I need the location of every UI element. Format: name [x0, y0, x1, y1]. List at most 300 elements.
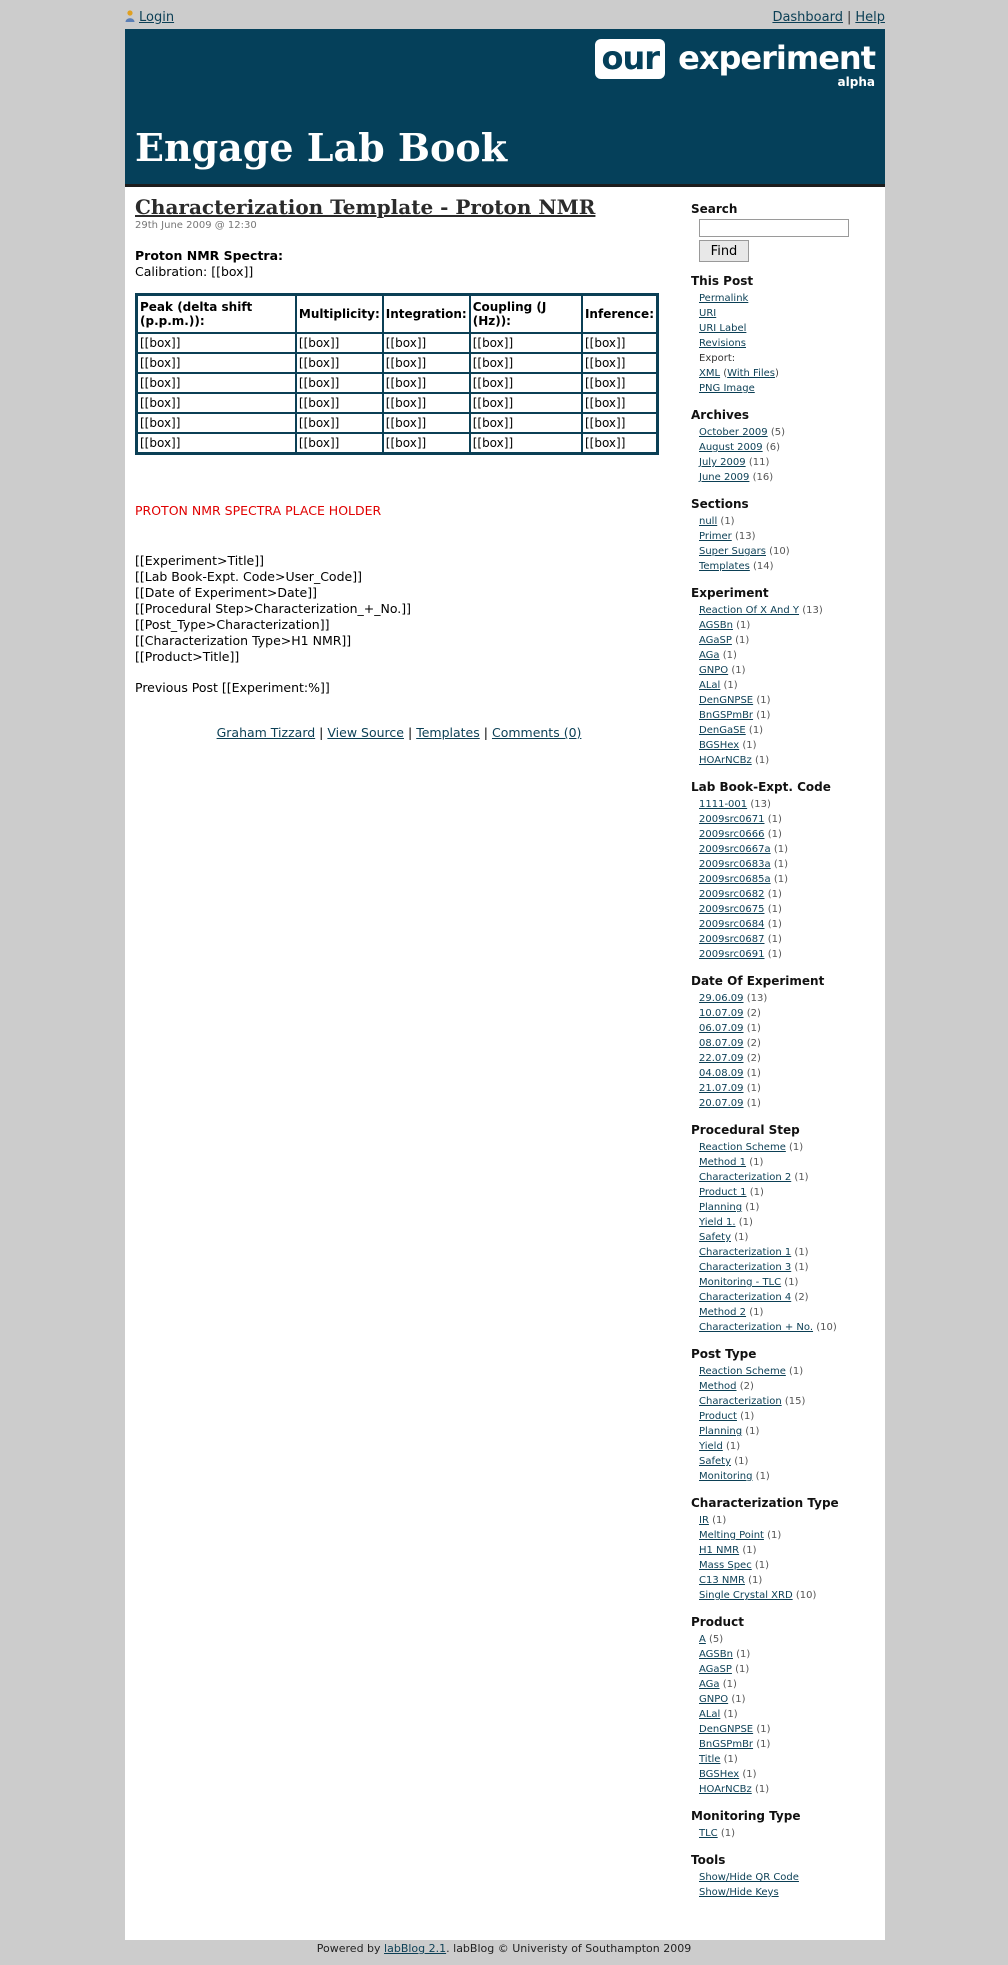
- xml-export-link[interactable]: XML: [699, 368, 721, 379]
- sidebar-section-heading: Sections: [691, 497, 749, 511]
- tag-line: [[Experiment>Title]]: [135, 553, 264, 568]
- list-item: [699, 1081, 881, 1096]
- list-item: [699, 1782, 881, 1797]
- table-cell: [[box]]: [296, 333, 383, 353]
- sidebar-link[interactable]: Single Crystal XRD: [699, 1590, 793, 1601]
- table-cell: [[box]]: [582, 373, 657, 393]
- sidebar-link[interactable]: 21.07.09: [699, 1083, 744, 1094]
- author-link[interactable]: Graham Tizzard: [216, 725, 316, 740]
- item-count: (1): [740, 1411, 755, 1422]
- list-item: [699, 529, 881, 544]
- sidebar-link[interactable]: AGa: [699, 1679, 720, 1690]
- table-cell: [[box]]: [383, 393, 470, 413]
- table-row: [137, 333, 657, 353]
- sidebar-link[interactable]: Characterization 1: [699, 1247, 792, 1258]
- sidebar-section-heading: Lab Book-Expt. Code: [691, 780, 831, 794]
- sidebar-link[interactable]: HOArNCBz: [699, 1784, 752, 1795]
- sidebar-link[interactable]: 08.07.09: [699, 1038, 744, 1049]
- list-item: [699, 1364, 881, 1379]
- list-item: [699, 603, 881, 618]
- sidebar-link[interactable]: null: [699, 516, 718, 527]
- item-count: (1): [794, 1172, 809, 1183]
- sidebar-link[interactable]: Characterization 4: [699, 1292, 792, 1303]
- sidebar-link[interactable]: GNPO: [699, 1694, 729, 1705]
- table-cell: [[box]]: [582, 433, 657, 453]
- item-count: (13): [734, 531, 756, 542]
- sidebar-link[interactable]: Reaction Scheme: [699, 1366, 786, 1377]
- item-count: (2): [746, 1008, 761, 1019]
- item-count: (1): [773, 874, 788, 885]
- list-item: [699, 1006, 881, 1021]
- list-item: [699, 514, 881, 529]
- spectra-heading: Proton NMR Spectra:: [135, 248, 284, 263]
- sidebar: [691, 202, 881, 1912]
- sidebar-link[interactable]: A: [699, 1634, 706, 1645]
- item-count: (11): [748, 457, 770, 468]
- list-item: [699, 1647, 881, 1662]
- item-count: (13): [750, 799, 771, 810]
- sidebar-section: [691, 1809, 881, 1841]
- item-count: (1): [746, 1098, 761, 1109]
- list-item: [699, 425, 881, 440]
- sidebar-link[interactable]: Primer: [699, 531, 732, 542]
- logo-experiment: experiment: [678, 39, 875, 77]
- item-count: (1): [731, 1694, 746, 1705]
- png-image-link[interactable]: PNG Image: [699, 383, 755, 394]
- post-date: 29th June 2009 @ 12:30: [135, 220, 257, 231]
- list-item: [699, 1260, 881, 1275]
- dashboard-link[interactable]: Dashboard: [772, 10, 843, 25]
- sidebar-section: [691, 497, 881, 574]
- table-cell: [[box]]: [137, 333, 296, 353]
- table-cell: [[box]]: [296, 393, 383, 413]
- sidebar-link[interactable]: 04.08.09: [699, 1068, 744, 1079]
- list-item: [699, 336, 881, 351]
- sidebar-link[interactable]: 2009src0667a: [699, 844, 771, 855]
- sidebar-link[interactable]: Method 1: [699, 1157, 747, 1168]
- item-count: (1): [749, 1187, 764, 1198]
- page-body: [125, 187, 885, 1940]
- sidebar-section-heading: Experiment: [691, 586, 769, 600]
- list-item: [699, 1588, 881, 1603]
- list-item: [699, 1677, 881, 1692]
- item-count: (1): [742, 1545, 757, 1556]
- sidebar-link[interactable]: Method 2: [699, 1307, 747, 1318]
- item-count: (10): [769, 546, 790, 557]
- find-button[interactable]: Find: [699, 240, 749, 262]
- list-item: [699, 618, 881, 633]
- item-count: (1): [745, 1426, 760, 1437]
- table-cell: [[box]]: [383, 333, 470, 353]
- revisions-link[interactable]: Revisions: [699, 338, 747, 349]
- sidebar-section-heading: Procedural Step: [691, 1123, 800, 1137]
- column-header: Coupling (J (Hz)):: [470, 295, 582, 333]
- list-item: [699, 1752, 881, 1767]
- top-links: [772, 10, 885, 25]
- list-item: [699, 1573, 881, 1588]
- sidebar-link[interactable]: C13 NMR: [699, 1575, 745, 1586]
- sidebar-section: [691, 586, 881, 768]
- list-item: [699, 1215, 881, 1230]
- list-item: [699, 321, 881, 336]
- uri-label-link[interactable]: URI Label: [699, 323, 747, 334]
- sidebar-section: [691, 780, 881, 962]
- item-count: (1): [767, 1530, 782, 1541]
- list-item: [699, 663, 881, 678]
- item-count: (2): [739, 1381, 754, 1392]
- sidebar-link[interactable]: Templates: [699, 561, 750, 572]
- site-header: [125, 29, 885, 187]
- sidebar-link[interactable]: Monitoring: [699, 1471, 753, 1482]
- list-item: [699, 917, 881, 932]
- sidebar-link[interactable]: 2009src0682: [699, 889, 765, 900]
- list-item: [699, 1692, 881, 1707]
- list-item: [699, 1036, 881, 1051]
- sidebar-link[interactable]: DenGNPSE: [699, 1724, 754, 1735]
- sidebar-link[interactable]: Safety: [699, 1232, 731, 1243]
- powered-by-text: Powered by: [316, 1942, 381, 1955]
- table-cell: [[box]]: [137, 413, 296, 433]
- table-cell: [[box]]: [582, 333, 657, 353]
- list-item: [699, 1870, 881, 1885]
- sidebar-link[interactable]: ALal: [699, 1709, 721, 1720]
- sidebar-list: [691, 991, 881, 1111]
- sidebar-link[interactable]: 10.07.09: [699, 1008, 744, 1019]
- item-count: (1): [754, 755, 770, 766]
- list-item: [699, 1200, 881, 1215]
- item-count: (16): [752, 472, 774, 483]
- sidebar-link[interactable]: August 2009: [699, 442, 763, 453]
- list-item: [699, 693, 881, 708]
- list-item: [699, 1543, 881, 1558]
- list-item: [699, 1513, 881, 1528]
- sidebar-link[interactable]: IR: [699, 1515, 709, 1526]
- login-link[interactable]: Login: [139, 10, 175, 25]
- list-item: [699, 351, 881, 366]
- sidebar-link[interactable]: Title: [699, 1754, 721, 1765]
- table-row: [137, 413, 657, 433]
- item-count: (1): [738, 1217, 753, 1228]
- column-header: Peak (delta shift (p.p.m.)):: [137, 295, 296, 333]
- post-footer-links: [135, 725, 663, 740]
- item-count: (1): [767, 904, 782, 915]
- sidebar-list: [691, 425, 881, 485]
- list-item: [699, 1140, 881, 1155]
- separator: |: [319, 725, 324, 740]
- item-count: (1): [773, 844, 788, 855]
- item-count: (1): [735, 635, 750, 646]
- sidebar-link[interactable]: AGSBn: [699, 1649, 733, 1660]
- sidebar-link[interactable]: 2009src0666: [699, 829, 765, 840]
- item-count: (1): [736, 1649, 751, 1660]
- sidebar-link[interactable]: June 2009: [699, 472, 750, 483]
- table-cell: [[box]]: [296, 373, 383, 393]
- search-input[interactable]: [699, 219, 849, 237]
- sidebar-link[interactable]: BGSHex: [699, 1769, 740, 1780]
- sidebar-link[interactable]: 2009src0675: [699, 904, 765, 915]
- sidebar-link[interactable]: AGa: [699, 650, 720, 661]
- post-title[interactable]: Characterization Template - Proton NMR: [135, 195, 596, 219]
- list-item: [699, 1424, 881, 1439]
- permalink-link[interactable]: Permalink: [699, 293, 749, 304]
- item-count: (5): [709, 1634, 724, 1645]
- separator: |: [846, 10, 852, 25]
- tag-line: [[Procedural Step>Characterization_+_No.]]: [135, 601, 412, 616]
- sidebar-link[interactable]: BGSHex: [699, 740, 740, 751]
- item-count: (1): [734, 1232, 749, 1243]
- sidebar-link[interactable]: 2009src0685a: [699, 874, 771, 885]
- sidebar-link[interactable]: 29.06.09: [699, 993, 744, 1004]
- list-item: [699, 648, 881, 663]
- with-files-link[interactable]: With Files: [727, 368, 775, 379]
- sidebar-link[interactable]: October 2009: [699, 427, 768, 438]
- item-count: (1): [734, 1456, 749, 1467]
- tag-line: [[Lab Book-Expt. Code>User_Code]]: [135, 569, 362, 584]
- separator: |: [483, 725, 488, 740]
- item-count: (1): [720, 1828, 736, 1839]
- table-row: [137, 433, 657, 453]
- list-item: [699, 633, 881, 648]
- item-count: (10): [795, 1590, 817, 1601]
- item-count: (1): [742, 1769, 757, 1780]
- sidebar-section-heading: Date Of Experiment: [691, 974, 825, 988]
- item-count: (1): [754, 1560, 770, 1571]
- list-item: [699, 1454, 881, 1469]
- sidebar-section-heading: Post Type: [691, 1347, 757, 1361]
- table-cell: [[box]]: [470, 413, 582, 433]
- table-cell: [[box]]: [383, 353, 470, 373]
- spectra-placeholder: PROTON NMR SPECTRA PLACE HOLDER: [135, 503, 382, 518]
- sidebar-section: [691, 974, 881, 1111]
- export-label: Export:: [699, 353, 736, 364]
- item-count: (2): [794, 1292, 809, 1303]
- table-cell: [[box]]: [470, 353, 582, 373]
- item-count: (1): [748, 1575, 763, 1586]
- this-post-section: [691, 274, 881, 396]
- uri-link[interactable]: URI: [699, 308, 717, 319]
- item-count: (1): [756, 1739, 771, 1750]
- sidebar-link[interactable]: Reaction Of X And Y: [699, 605, 800, 616]
- sidebar-section-heading: Tools: [691, 1853, 726, 1867]
- sidebar-link[interactable]: BnGSPmBr: [699, 1739, 754, 1750]
- sidebar-link[interactable]: 06.07.09: [699, 1023, 744, 1034]
- list-item: [699, 1737, 881, 1752]
- item-count: (1): [746, 1083, 761, 1094]
- list-item: [699, 1662, 881, 1677]
- list-item: [699, 797, 881, 812]
- item-count: (1): [736, 620, 751, 631]
- user-icon: [125, 10, 135, 22]
- list-item: [699, 1826, 881, 1841]
- sidebar-link[interactable]: Characterization 2: [699, 1172, 792, 1183]
- list-item: [699, 1021, 881, 1036]
- sidebar-section-heading: Archives: [691, 408, 750, 422]
- sidebar-link[interactable]: Super Sugars: [699, 546, 766, 557]
- sidebar-link[interactable]: 20.07.09: [699, 1098, 744, 1109]
- item-count: (6): [765, 442, 780, 453]
- sidebar-link[interactable]: Planning: [699, 1202, 743, 1213]
- list-item: [699, 1394, 881, 1409]
- sidebar-link[interactable]: Yield 1.: [699, 1217, 736, 1228]
- item-count: (1): [784, 1277, 799, 1288]
- sidebar-link[interactable]: TLC: [699, 1828, 718, 1839]
- item-count: (1): [756, 695, 771, 706]
- table-cell: [[box]]: [470, 393, 582, 413]
- sidebar-link[interactable]: Characterization: [699, 1396, 782, 1407]
- sidebar-link[interactable]: Method: [699, 1381, 737, 1392]
- sidebar-link[interactable]: 2009src0684: [699, 919, 765, 930]
- post-content: [135, 195, 665, 740]
- labblog-link[interactable]: labBlog 2.1: [384, 1942, 447, 1955]
- sidebar-section-heading: Product: [691, 1615, 744, 1629]
- sidebar-link[interactable]: Mass Spec: [699, 1560, 752, 1571]
- sidebar-link[interactable]: GNPO: [699, 665, 729, 676]
- sidebar-link[interactable]: Planning: [699, 1426, 743, 1437]
- help-link[interactable]: Help: [855, 10, 885, 25]
- sidebar-list: [691, 1632, 881, 1797]
- sidebar-link[interactable]: ALal: [699, 680, 721, 691]
- tag-line: [[Product>Title]]: [135, 649, 240, 664]
- item-count: (1): [731, 665, 746, 676]
- item-count: (14): [753, 561, 774, 572]
- list-item: [699, 1275, 881, 1290]
- sidebar-link[interactable]: 2009src0671: [699, 814, 765, 825]
- item-count: (1): [722, 1679, 737, 1690]
- sidebar-link[interactable]: Monitoring - TLC: [699, 1277, 782, 1288]
- sidebar-link[interactable]: DenGaSE: [699, 725, 746, 736]
- copyright-text: . labBlog © Univeristy of Southampton 2009: [446, 1942, 692, 1955]
- sidebar-link[interactable]: Product 1: [699, 1187, 747, 1198]
- tag-line: [[Post_Type>Characterization]]: [135, 617, 330, 632]
- search-section: [691, 202, 881, 262]
- item-count: (13): [802, 605, 823, 616]
- sidebar-link[interactable]: Yield: [699, 1441, 723, 1452]
- tag-line: [[Characterization Type>H1 NMR]]: [135, 633, 352, 648]
- page-footer: [0, 1942, 1008, 1955]
- table-row: [137, 373, 657, 393]
- item-count: (1): [726, 1441, 741, 1452]
- list-item: [699, 1439, 881, 1454]
- sidebar-link[interactable]: AGSBn: [699, 620, 733, 631]
- sidebar-link[interactable]: Characterization 3: [699, 1262, 792, 1273]
- sidebar-link[interactable]: AGaSP: [699, 1664, 732, 1675]
- item-count: (1): [767, 949, 782, 960]
- column-header: Inference:: [582, 295, 657, 333]
- item-count: (1): [756, 710, 771, 721]
- sidebar-link[interactable]: 1111-001: [699, 799, 748, 810]
- item-count: (1): [794, 1262, 809, 1273]
- list-item: [699, 827, 881, 842]
- item-count: (1): [789, 1366, 804, 1377]
- sidebar-link[interactable]: Melting Point: [699, 1530, 764, 1541]
- sidebar-link[interactable]: Product: [699, 1411, 737, 1422]
- list-item: [699, 440, 881, 455]
- list-item: [699, 842, 881, 857]
- list-item: [699, 738, 881, 753]
- sidebar-link[interactable]: 2009src0683a: [699, 859, 771, 870]
- sidebar-link[interactable]: HOArNCBz: [699, 755, 752, 766]
- item-count: (1): [767, 889, 782, 900]
- table-header-row: [137, 295, 657, 333]
- sidebar-list: [691, 797, 881, 962]
- list-item: [699, 753, 881, 768]
- templates-link[interactable]: Templates: [416, 725, 480, 740]
- table-cell: [[box]]: [137, 353, 296, 373]
- item-count: (10): [816, 1322, 837, 1333]
- list-item: [699, 991, 881, 1006]
- sidebar-link[interactable]: Reaction Scheme: [699, 1142, 786, 1153]
- list-item: [699, 1066, 881, 1081]
- list-item: [699, 1409, 881, 1424]
- table-row: [137, 353, 657, 373]
- nmr-table: [135, 293, 659, 455]
- sidebar-section: [691, 1853, 881, 1900]
- tag-line: [[Date of Experiment>Date]]: [135, 585, 317, 600]
- calibration: Calibration: [[box]]: [135, 264, 254, 279]
- site-title: Engage Lab Book: [135, 125, 508, 170]
- item-count: (1): [749, 1157, 764, 1168]
- list-item: [699, 857, 881, 872]
- sidebar-link[interactable]: 2009src0691: [699, 949, 765, 960]
- sidebar-section: [691, 1347, 881, 1484]
- list-item: [699, 306, 881, 321]
- item-count: (1): [722, 650, 737, 661]
- sidebar-section-heading: Characterization Type: [691, 1496, 839, 1510]
- list-item: [699, 1767, 881, 1782]
- table-cell: [[box]]: [582, 413, 657, 433]
- sidebar-link[interactable]: July 2009: [699, 457, 746, 468]
- table-cell: [[box]]: [383, 413, 470, 433]
- separator: |: [407, 725, 413, 740]
- item-count: (1): [754, 1784, 770, 1795]
- list-item: [699, 1155, 881, 1170]
- sidebar-list: [691, 1826, 881, 1841]
- list-item: [699, 1558, 881, 1573]
- item-count: (1): [723, 1709, 738, 1720]
- sidebar-link[interactable]: Safety: [699, 1456, 731, 1467]
- sidebar-list: [691, 603, 881, 768]
- sidebar-list: [691, 514, 881, 574]
- sidebar-link[interactable]: Show/Hide QR Code: [699, 1872, 799, 1883]
- sidebar-section: [691, 1496, 881, 1603]
- sidebar-link[interactable]: 22.07.09: [699, 1053, 744, 1064]
- sidebar-link[interactable]: DenGNPSE: [699, 695, 754, 706]
- sidebar-link[interactable]: Characterization + No.: [699, 1322, 814, 1333]
- view-source-link[interactable]: View Source: [327, 725, 404, 740]
- list-item: [699, 1185, 881, 1200]
- list-item: [699, 932, 881, 947]
- item-count: (1): [748, 725, 764, 736]
- this-post-list: [691, 291, 881, 396]
- comments-link[interactable]: Comments (0): [491, 725, 582, 740]
- sidebar-link[interactable]: BnGSPmBr: [699, 710, 754, 721]
- sidebar-link[interactable]: AGaSP: [699, 635, 732, 646]
- sidebar-link[interactable]: 2009src0687: [699, 934, 765, 945]
- sidebar-sections: [691, 408, 881, 1900]
- item-count: (13): [746, 993, 768, 1004]
- list-item: [699, 1722, 881, 1737]
- this-post-heading: This Post: [691, 274, 754, 288]
- table-cell: [[box]]: [470, 333, 582, 353]
- sidebar-link[interactable]: H1 NMR: [699, 1545, 740, 1556]
- tag-list: [135, 553, 665, 665]
- list-item: [699, 887, 881, 902]
- list-item: [699, 455, 881, 470]
- item-count: (1): [755, 1471, 770, 1482]
- sidebar-link[interactable]: Show/Hide Keys: [699, 1887, 779, 1898]
- search-heading: Search: [691, 202, 738, 216]
- item-count: (1): [746, 1068, 761, 1079]
